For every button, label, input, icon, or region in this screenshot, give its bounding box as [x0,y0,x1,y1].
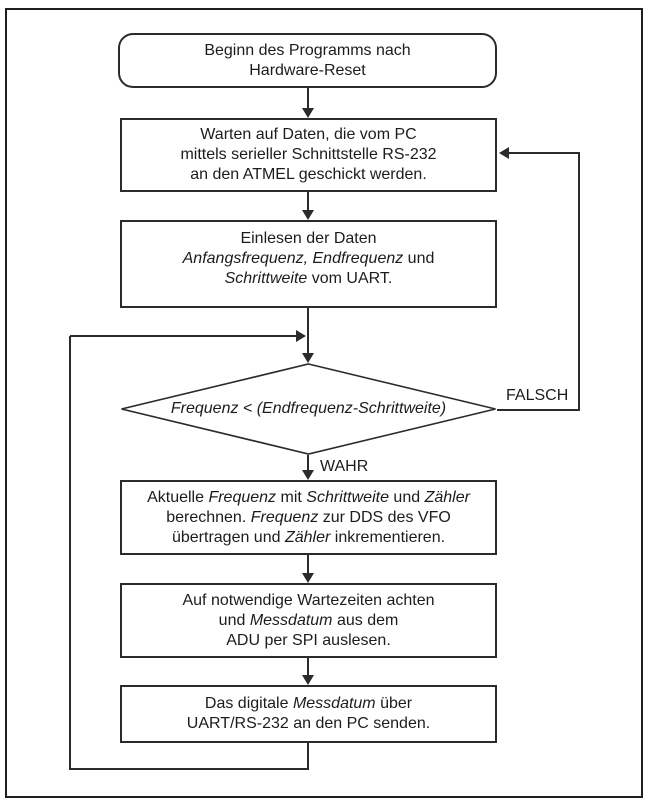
text-segment: aus dem [332,611,399,629]
text-segment: Aktuelle [147,488,209,506]
text-segment: an den ATMEL geschickt werden. [190,166,427,183]
flow-node-read-data [120,220,497,308]
arrowhead-down-icon [302,470,314,480]
text-line [122,714,495,734]
text-segment: vom UART. [307,270,393,287]
node-text [122,591,495,651]
text-segment: berechnen. [166,508,251,526]
text-segment: Das digitale [204,695,293,712]
text-segment: und [218,611,250,629]
flow-node-send-data [120,685,497,743]
text-line [122,249,495,269]
node-text [120,399,497,419]
edge-loop-bottom [69,768,309,770]
text-segment: zur DDS des VFO [318,508,451,526]
flow-node-decision-frequency [120,363,497,455]
text-segment: übertragen und [171,528,285,546]
text-segment: Frequenz [208,488,277,506]
text-segment: ADU per SPI auslesen. [226,631,391,649]
text-line [122,631,495,651]
text-segment: inkrementieren. [330,528,446,546]
text-segment: und [403,250,435,267]
text-segment: Messdatum [292,695,376,712]
node-text [122,694,495,734]
text-segment: über [375,695,413,712]
edge-falsch-top [508,152,580,154]
edge-loop-join [70,335,296,337]
edge-label-wahr: WAHR [320,458,369,475]
text-segment: Messdatum [249,611,333,629]
text-line [120,61,495,81]
text-segment: Warten auf Daten, die vom PC [200,126,417,143]
text-line [122,165,495,185]
text-segment: mittels serieller Schnittstelle RS-232 [180,146,437,163]
flow-node-start-terminator [118,33,497,88]
text-line [120,399,497,419]
text-line [122,591,495,611]
text-segment: Auf notwendige Wartezeiten achten [182,591,435,609]
text-segment: Hardware-Reset [249,61,366,79]
text-segment: Beginn des Programms nach [204,41,411,59]
arrowhead-right-icon [296,330,306,342]
text-segment: mit [276,488,307,506]
text-segment: Zähler [284,528,331,546]
text-segment: Schrittweite [306,488,389,506]
text-line [122,269,495,289]
text-line [122,528,495,548]
text-segment: und [388,488,425,506]
arrowhead-left-icon [499,147,509,159]
text-segment: Frequenz < (Endfrequenz-Schrittweite) [170,400,447,417]
text-segment: Einlesen der Daten [240,230,377,247]
arrowhead-down-icon [302,675,314,685]
node-text [120,41,495,81]
text-line [120,41,495,61]
node-text [122,488,495,548]
edge-label-falsch: FALSCH [506,387,569,404]
edge-compute-to-adu [307,555,309,575]
text-line [122,508,495,528]
text-segment: Zähler [424,488,470,506]
text-line [122,611,495,631]
text-segment: Endfrequenz [312,250,404,267]
text-line [122,145,495,165]
flow-node-wait-for-data [120,118,497,192]
text-line [122,488,495,508]
edge-start-to-wait [307,88,309,110]
text-segment: Schrittweite [224,270,308,287]
edge-send-down [307,743,309,770]
text-segment: Anfangsfrequenz, [182,250,309,267]
text-segment: Frequenz [250,508,319,526]
edge-falsch-bottom [497,409,580,411]
arrowhead-down-icon [302,210,314,220]
node-text [122,125,495,185]
arrowhead-down-icon [302,353,314,363]
flow-node-compute-frequency [120,480,497,555]
text-line [122,125,495,145]
text-segment: UART/RS-232 an den PC senden. [186,715,431,732]
arrowhead-down-icon [302,108,314,118]
arrowhead-down-icon [302,573,314,583]
edge-read-to-decision [307,308,309,354]
text-line [122,229,495,249]
edge-wait-to-read [307,192,309,212]
flow-node-read-adu [120,583,497,658]
edge-falsch-up [578,152,580,411]
node-text [122,229,495,289]
edge-loop-left-up [69,336,71,770]
text-line [122,694,495,714]
